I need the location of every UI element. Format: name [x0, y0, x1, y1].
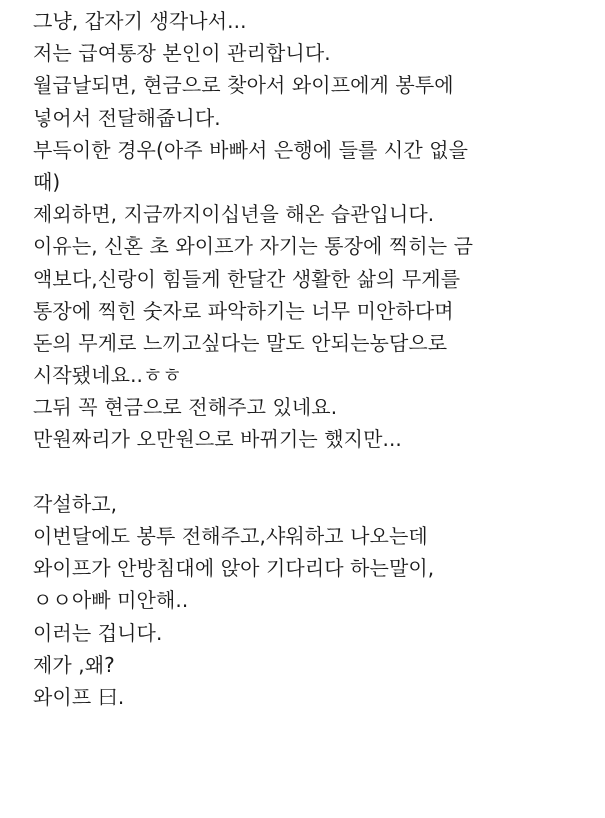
post-line: 때) [33, 169, 61, 194]
post-line: 돈의 무게로 느끼고싶다는 말도 안되는농담으로 [33, 330, 448, 355]
post-body [33, 5, 593, 713]
post-line: 이번달에도 봉투 전해주고,샤워하고 나오는데 [33, 524, 428, 548]
post-line: 그뒤 꼭 현금으로 전해주고 있네요. [33, 395, 338, 420]
post-line: 제가 ,왜? [33, 652, 115, 677]
post-line: 와이프 曰. [33, 684, 125, 709]
post-line: 와이프가 안방침대에 앉아 기다리다 하는말이, [33, 556, 435, 581]
post-line: 만원짜리가 오만원으로 바뀌기는 했지만... [33, 427, 402, 452]
post-line: ㅇㅇ아빠 미안해.. [33, 588, 189, 613]
post-line: 넣어서 전달해줍니다. [33, 105, 221, 130]
post-line: 각설하고, [33, 491, 118, 516]
post-line: 통장에 찍힌 숫자로 파악하기는 너무 미안하다며 [33, 298, 454, 323]
post-line: 이유는, 신혼 초 와이프가 자기는 통장에 찍히는 금 [33, 234, 474, 259]
paragraph-spacer [33, 456, 593, 488]
post-line: 그냥, 갑자기 생각나서... [33, 9, 247, 33]
post-line: 월급날되면, 현금으로 찾아서 와이프에게 봉투에 [33, 73, 454, 98]
post-line: 부득이한 경우(아주 바빠서 은행에 들를 시간 없을 [33, 137, 469, 162]
post-line: 저는 급여통장 본인이 관리합니다. [33, 41, 331, 66]
post-line: 시작됐네요..ㅎㅎ [33, 363, 182, 388]
post-line: 이러는 겁니다. [33, 620, 163, 645]
post-line: 제외하면, 지금까지이십년을 해온 습관입니다. [33, 202, 435, 227]
post-line: 액보다,신랑이 힘들게 한달간 생활한 삶의 무게를 [33, 266, 461, 291]
